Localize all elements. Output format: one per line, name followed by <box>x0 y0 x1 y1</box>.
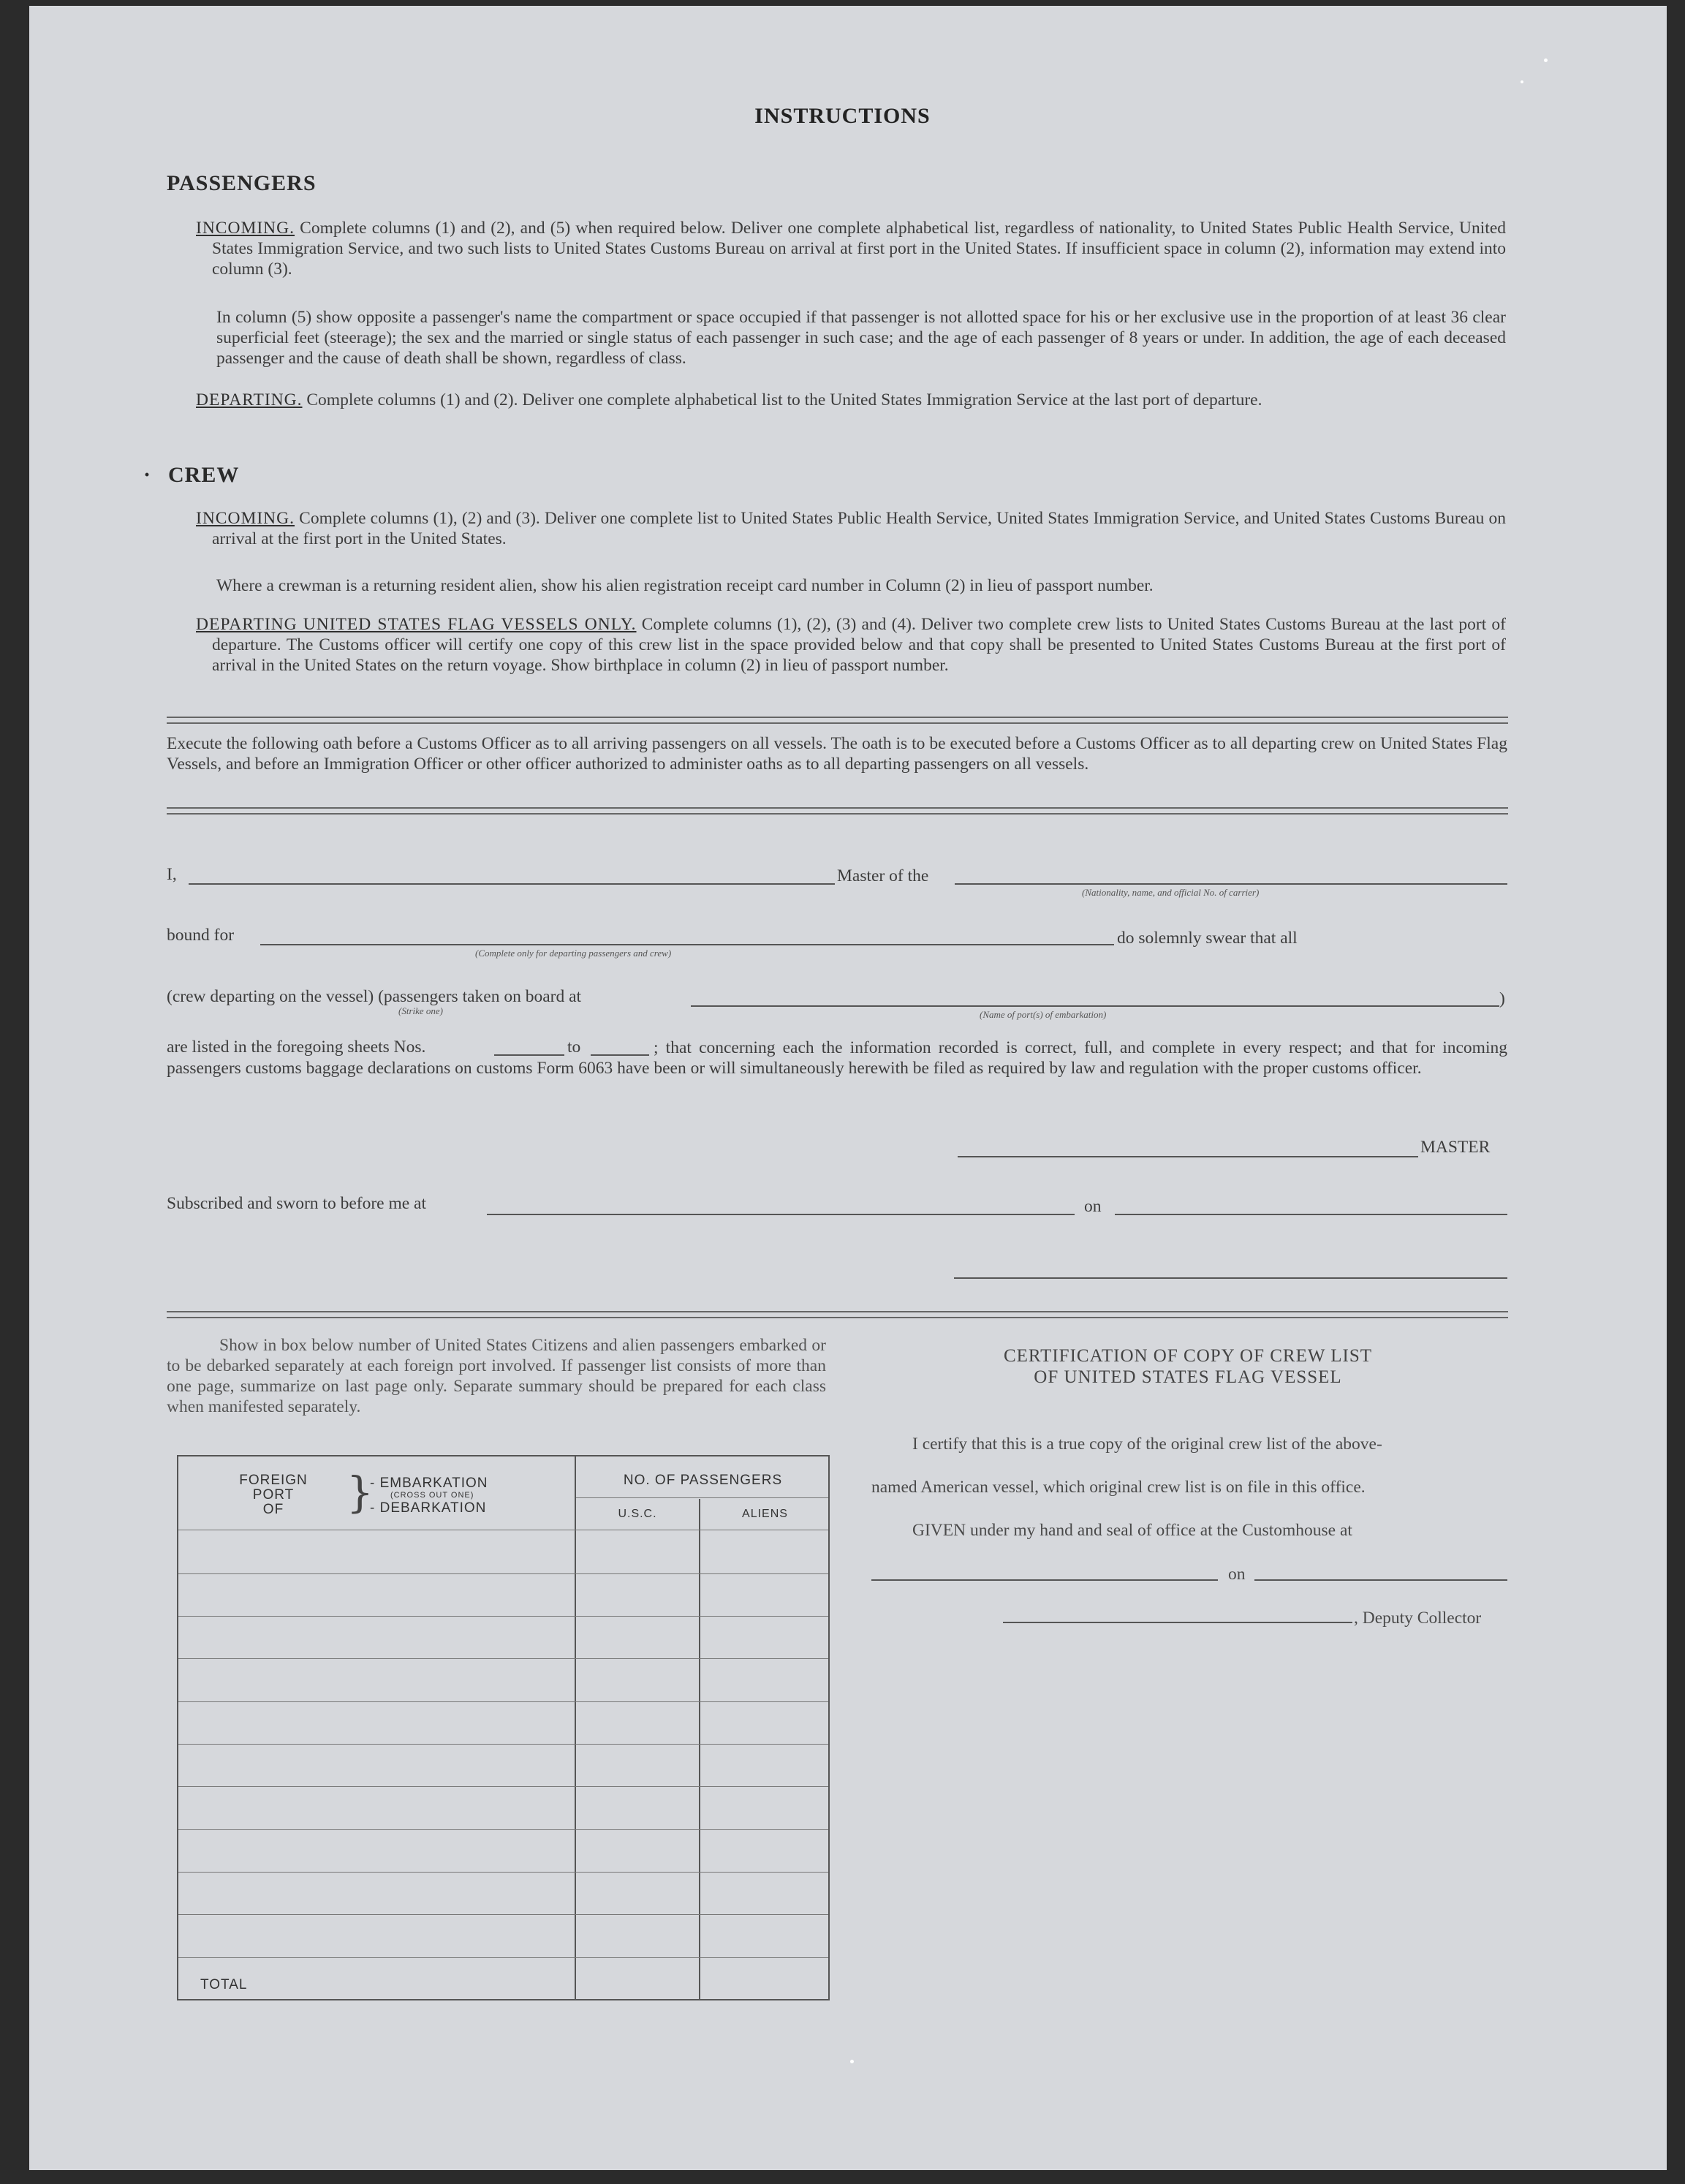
header-of: OF <box>262 1502 284 1517</box>
header-aliens: ALIENS <box>742 1508 788 1520</box>
header-no-of-passengers: NO. OF PASSENGERS <box>623 1473 783 1488</box>
certification-on-label: on <box>1228 1565 1246 1584</box>
strike-one-caption: (Strike one) <box>398 1005 444 1016</box>
officer-signature-field[interactable] <box>954 1277 1507 1279</box>
bound-for-field[interactable] <box>260 944 1114 945</box>
header-debarkation: - DEBARKATION <box>370 1500 487 1516</box>
divider <box>167 717 1508 724</box>
master-signature-field[interactable] <box>958 1156 1418 1157</box>
close-paren: ) <box>1499 989 1505 1008</box>
crew-departing-lead: DEPARTING UNITED STATES FLAG VESSELS ONLY. <box>196 615 637 634</box>
oath-i-label: I, <box>167 865 177 884</box>
deputy-collector-signature-field[interactable] <box>1003 1622 1352 1623</box>
passengers-departing-paragraph <box>196 390 1506 410</box>
divider <box>167 1311 1508 1318</box>
passengers-incoming-paragraph <box>196 218 1506 279</box>
passengers-incoming-lead: INCOMING. <box>196 219 295 238</box>
oath-intro: Execute the following oath before a Customs Officer as to all arriving passengers on all vessels. The oath is to be executed before a Customs Officer as to all departing crew on United States Flag Vessels, and before an Immigration Officer or other officer authorized to administer oaths as to all departing passengers on all vessels. <box>167 734 1507 774</box>
brace-icon: } <box>347 1467 374 1517</box>
carrier-caption: (Nationality, name, and official No. of carrier) <box>1082 887 1260 898</box>
passenger-summary-table <box>177 1455 830 2000</box>
crew-heading: CREW <box>168 463 240 487</box>
certification-title-line1: CERTIFICATION OF COPY OF CREW LIST <box>1003 1346 1373 1366</box>
header-embarkation: - EMBARKATION <box>370 1475 488 1491</box>
sworn-on-label: on <box>1084 1197 1102 1216</box>
divider <box>167 807 1508 815</box>
scan-speck <box>1544 58 1548 62</box>
certification-line2: named American vessel, which original crew list is on file in this office. <box>871 1478 1366 1497</box>
header-cross-out: (CROSS OUT ONE) <box>390 1491 474 1500</box>
passengers-column5-paragraph: In column (5) show opposite a passenger's name the compartment or space occupied if that passenger is not allotted space for his or her exclusive use in the proportion of at least 36 clear superficial feet (steerage); the sex and the married or single status of each passenger in such case; and the age of each passenger of 8 years or under. In addition, the age of each deceased passenger and the cause of death shall be shown, regardless of class. <box>216 308 1506 368</box>
customhouse-field[interactable] <box>871 1579 1218 1581</box>
bound-for-caption: (Complete only for departing passengers and crew) <box>475 948 672 959</box>
header-port: PORT <box>252 1487 295 1503</box>
certification-title <box>855 1345 1521 1388</box>
subscribed-label: Subscribed and sworn to before me at <box>167 1194 427 1213</box>
passengers-incoming-text: Complete columns (1) and (2), and (5) when required below. Deliver one complete alphabetical list, regardless of nationality, to United States Public Health Service, United States Immigration Service, and two such lists to United States Customs Bureau on arrival at first port in the United States. If insufficient space in column (2), information may extend into column (3). <box>212 219 1507 279</box>
sworn-place-field[interactable] <box>487 1214 1075 1215</box>
summary-note: Show in box below number of United States Citizens and alien passengers embarked or to be debarked separately at each foreign port involved. If passenger list consists of more than one page, summarize on last page only. Separate summary should be prepared for each class when manifested separately. <box>167 1336 826 1416</box>
crew-departing-text: Complete columns (1), (2), (3) and (4). Deliver two complete crew lists to United States Customs Bureau at the last port of departure. The Customs officer will certify one copy of this crew list in the space provided below and that copy shall be presented to United States Customs Bureau at the first port of arrival in the United States on the return voyage. Show birthplace in column (2) in lieu of passport number. <box>212 615 1506 675</box>
embarkation-port-caption: (Name of port(s) of embarkation) <box>980 1009 1107 1020</box>
crew-incoming-lead: INCOMING. <box>196 509 295 528</box>
master-of-the-label: Master of the <box>837 866 929 885</box>
certification-date-field[interactable] <box>1254 1579 1507 1581</box>
listed-prefix: are listed in the foregoing sheets Nos. <box>167 1038 426 1057</box>
certification-title-line2: OF UNITED STATES FLAG VESSEL <box>1034 1367 1342 1387</box>
scan-speck <box>1521 80 1523 83</box>
crew-bullet: · <box>143 463 152 487</box>
listed-text: ; that concerning each the information recorded is correct, full, and complete in every respect; and that for incoming passengers customs baggage declarations on customs Form 6063 have been or will simultaneously herewith be filed as required by law and regulation with the proper customs officer. <box>167 1038 1507 1078</box>
crew-resident-paragraph: Where a crewman is a returning resident alien, show his alien registration receipt card number in Column (2) in lieu of passport number. <box>216 576 1154 595</box>
strike-one-text: (crew departing on the vessel) (passengers taken on board at <box>167 987 582 1006</box>
swear-label: do solemnly swear that all <box>1117 929 1298 948</box>
header-usc: U.S.C. <box>618 1508 657 1520</box>
passengers-heading: PASSENGERS <box>167 171 317 195</box>
embarkation-port-field[interactable] <box>691 1005 1499 1007</box>
certification-line3: GIVEN under my hand and seal of office at the Customhouse at <box>912 1521 1352 1540</box>
page-title: INSTRUCTIONS <box>754 104 931 128</box>
crew-incoming-text: Complete columns (1), (2) and (3). Deliver one complete list to United States Public Health Service, United States Immigration Service, and United States Customs Bureau on arrival at the first port in the United States. <box>212 509 1506 548</box>
deputy-collector-label: , Deputy Collector <box>1354 1609 1482 1628</box>
header-foreign: FOREIGN <box>239 1473 308 1488</box>
crew-departing-paragraph <box>196 614 1506 676</box>
master-label: MASTER <box>1420 1138 1491 1157</box>
certification-line1: I certify that this is a true copy of the original crew list of the above- <box>912 1435 1382 1454</box>
master-name-field[interactable] <box>189 883 835 885</box>
total-label: TOTAL <box>200 1977 248 1992</box>
passengers-departing-text: Complete columns (1) and (2). Deliver one complete alphabetical list to the United States Immigration Service at the last port of departure. <box>306 390 1262 409</box>
sworn-date-field[interactable] <box>1115 1214 1507 1215</box>
bound-for-label: bound for <box>167 926 235 945</box>
to-label: to <box>567 1038 581 1057</box>
carrier-field[interactable] <box>955 883 1507 885</box>
passengers-departing-lead: DEPARTING. <box>196 390 303 409</box>
crew-incoming-paragraph <box>196 508 1506 549</box>
scan-speck <box>850 2060 854 2063</box>
